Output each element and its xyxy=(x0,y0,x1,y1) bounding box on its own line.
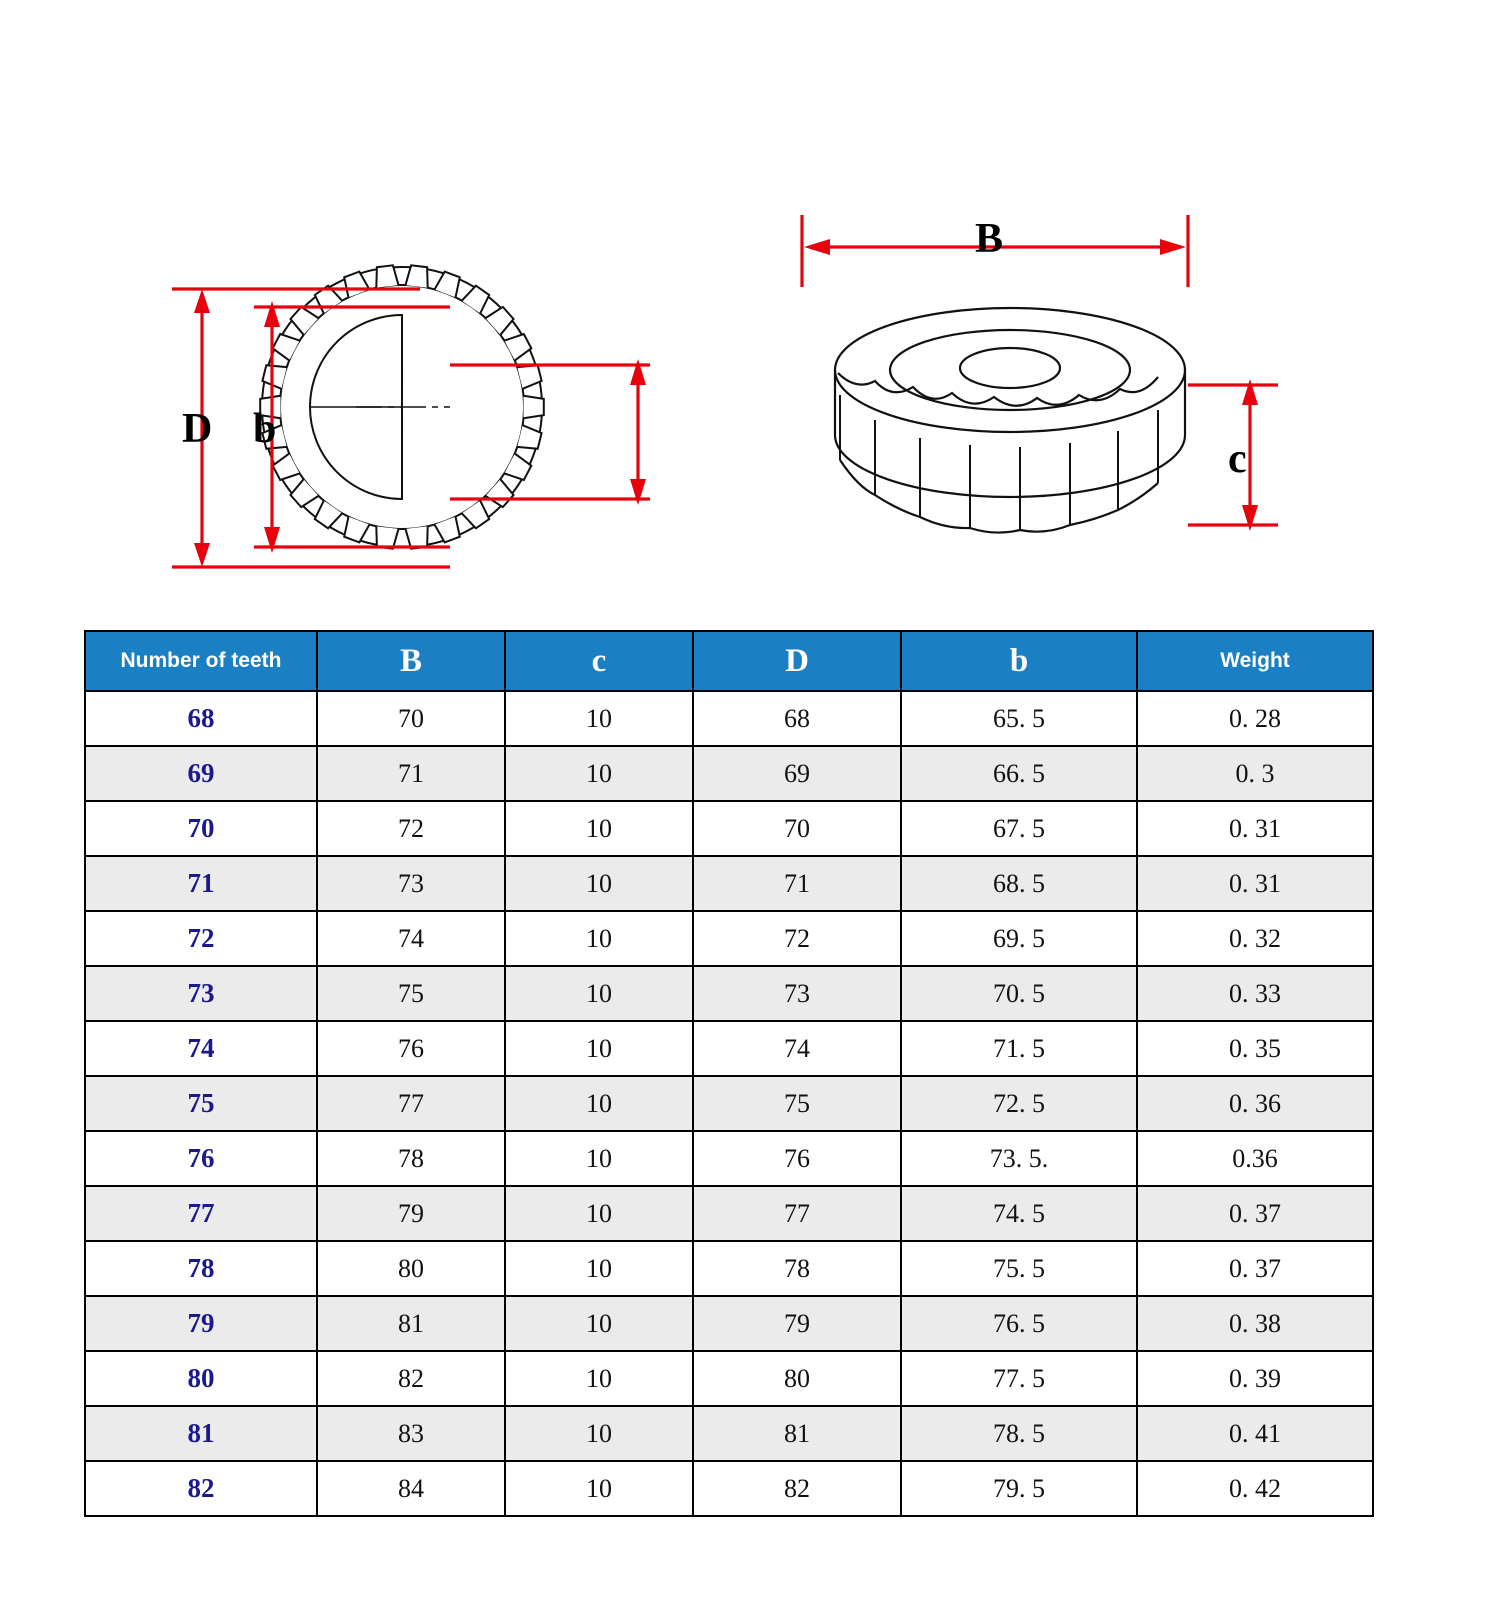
table-row xyxy=(85,746,1373,801)
diagram-area xyxy=(0,0,1498,620)
cell-c: 10 xyxy=(505,1296,693,1351)
cell-weight: 0. 36 xyxy=(1137,1076,1373,1131)
table-row xyxy=(85,1461,1373,1516)
spec-table-container xyxy=(84,630,1372,1517)
cell-b: 73. 5. xyxy=(901,1131,1137,1186)
cell-d: 82 xyxy=(693,1461,901,1516)
cell-b: 76. 5 xyxy=(901,1296,1137,1351)
cell-weight: 0. 41 xyxy=(1137,1406,1373,1461)
cell-b: 77 xyxy=(317,1076,505,1131)
cell-b: 79 xyxy=(317,1186,505,1241)
cell-weight: 0. 35 xyxy=(1137,1021,1373,1076)
cell-d: 68 xyxy=(693,691,901,746)
header-c: c xyxy=(505,631,693,691)
cell-b: 79. 5 xyxy=(901,1461,1137,1516)
header-B: B xyxy=(317,631,505,691)
cell-b: 66. 5 xyxy=(901,746,1137,801)
header-b: b xyxy=(901,631,1137,691)
cell-d: 71 xyxy=(693,856,901,911)
cell-b: 82 xyxy=(317,1351,505,1406)
cell-weight: 0. 37 xyxy=(1137,1186,1373,1241)
cell-b: 67. 5 xyxy=(901,801,1137,856)
gear-front-view-svg xyxy=(150,255,690,595)
cell-number-of-teeth: 82 xyxy=(85,1461,317,1516)
cell-b: 75. 5 xyxy=(901,1241,1137,1296)
gear-isometric-view xyxy=(780,195,1310,595)
table-row xyxy=(85,911,1373,966)
cell-weight: 0. 33 xyxy=(1137,966,1373,1021)
cell-b: 73 xyxy=(317,856,505,911)
cell-d: 79 xyxy=(693,1296,901,1351)
cell-d: 80 xyxy=(693,1351,901,1406)
cell-d: 77 xyxy=(693,1186,901,1241)
table-row xyxy=(85,966,1373,1021)
cell-c: 10 xyxy=(505,966,693,1021)
cell-c: 10 xyxy=(505,1131,693,1186)
dimension-label-D: D xyxy=(182,406,213,452)
cell-c: 10 xyxy=(505,1241,693,1296)
table-row xyxy=(85,856,1373,911)
header-D: D xyxy=(693,631,901,691)
cell-c: 10 xyxy=(505,1186,693,1241)
cell-weight: 0. 28 xyxy=(1137,691,1373,746)
cell-c: 10 xyxy=(505,911,693,966)
table-row xyxy=(85,801,1373,856)
cell-number-of-teeth: 80 xyxy=(85,1351,317,1406)
cell-b: 69. 5 xyxy=(901,911,1137,966)
spec-table xyxy=(84,630,1374,1517)
cell-d: 69 xyxy=(693,746,901,801)
cell-weight: 0. 39 xyxy=(1137,1351,1373,1406)
cell-number-of-teeth: 68 xyxy=(85,691,317,746)
cell-d: 72 xyxy=(693,911,901,966)
cell-c: 10 xyxy=(505,1351,693,1406)
cell-d: 75 xyxy=(693,1076,901,1131)
cell-c: 10 xyxy=(505,1021,693,1076)
cell-number-of-teeth: 75 xyxy=(85,1076,317,1131)
dimension-label-b: b xyxy=(253,406,277,452)
cell-weight: 0. 32 xyxy=(1137,911,1373,966)
cell-b: 75 xyxy=(317,966,505,1021)
header-number-of-teeth: Number of teeth xyxy=(85,631,317,691)
table-header-row xyxy=(85,631,1373,691)
cell-b: 76 xyxy=(317,1021,505,1076)
cell-b: 72 xyxy=(317,801,505,856)
cell-b: 72. 5 xyxy=(901,1076,1137,1131)
cell-weight: 0. 38 xyxy=(1137,1296,1373,1351)
cell-b: 68. 5 xyxy=(901,856,1137,911)
table-body xyxy=(85,691,1373,1516)
dimension-label-c: c xyxy=(1228,436,1247,482)
cell-c: 10 xyxy=(505,746,693,801)
table-row xyxy=(85,691,1373,746)
cell-b: 84 xyxy=(317,1461,505,1516)
cell-d: 81 xyxy=(693,1406,901,1461)
cell-b: 80 xyxy=(317,1241,505,1296)
cell-b: 74. 5 xyxy=(901,1186,1137,1241)
cell-b: 74 xyxy=(317,911,505,966)
cell-number-of-teeth: 69 xyxy=(85,746,317,801)
cell-number-of-teeth: 74 xyxy=(85,1021,317,1076)
cell-d: 70 xyxy=(693,801,901,856)
cell-weight: 0. 31 xyxy=(1137,856,1373,911)
gear-isometric-view-svg xyxy=(780,195,1310,595)
cell-c: 10 xyxy=(505,691,693,746)
table-row xyxy=(85,1076,1373,1131)
table-row xyxy=(85,1296,1373,1351)
cell-d: 76 xyxy=(693,1131,901,1186)
cell-number-of-teeth: 73 xyxy=(85,966,317,1021)
cell-number-of-teeth: 78 xyxy=(85,1241,317,1296)
cell-number-of-teeth: 76 xyxy=(85,1131,317,1186)
table-row xyxy=(85,1186,1373,1241)
cell-weight: 0. 3 xyxy=(1137,746,1373,801)
cell-weight: 0.36 xyxy=(1137,1131,1373,1186)
cell-c: 10 xyxy=(505,801,693,856)
cell-d: 78 xyxy=(693,1241,901,1296)
cell-d: 73 xyxy=(693,966,901,1021)
gear-front-view xyxy=(150,255,690,595)
cell-weight: 0. 37 xyxy=(1137,1241,1373,1296)
table-row xyxy=(85,1131,1373,1186)
cell-b: 71 xyxy=(317,746,505,801)
header-weight: Weight xyxy=(1137,631,1373,691)
dimension-label-B: B xyxy=(975,216,1004,262)
cell-b: 81 xyxy=(317,1296,505,1351)
table-row xyxy=(85,1406,1373,1461)
cell-number-of-teeth: 70 xyxy=(85,801,317,856)
cell-c: 10 xyxy=(505,1406,693,1461)
cell-number-of-teeth: 77 xyxy=(85,1186,317,1241)
cell-c: 10 xyxy=(505,1461,693,1516)
cell-b: 78 xyxy=(317,1131,505,1186)
cell-b: 83 xyxy=(317,1406,505,1461)
table-row xyxy=(85,1241,1373,1296)
cell-b: 65. 5 xyxy=(901,691,1137,746)
table-row xyxy=(85,1351,1373,1406)
cell-c: 10 xyxy=(505,856,693,911)
cell-weight: 0. 31 xyxy=(1137,801,1373,856)
cell-b: 77. 5 xyxy=(901,1351,1137,1406)
cell-b: 70 xyxy=(317,691,505,746)
cell-c: 10 xyxy=(505,1076,693,1131)
cell-number-of-teeth: 79 xyxy=(85,1296,317,1351)
cell-b: 71. 5 xyxy=(901,1021,1137,1076)
cell-number-of-teeth: 81 xyxy=(85,1406,317,1461)
cell-weight: 0. 42 xyxy=(1137,1461,1373,1516)
cell-b: 70. 5 xyxy=(901,966,1137,1021)
cell-b: 78. 5 xyxy=(901,1406,1137,1461)
cell-d: 74 xyxy=(693,1021,901,1076)
cell-number-of-teeth: 71 xyxy=(85,856,317,911)
cell-number-of-teeth: 72 xyxy=(85,911,317,966)
table-row xyxy=(85,1021,1373,1076)
